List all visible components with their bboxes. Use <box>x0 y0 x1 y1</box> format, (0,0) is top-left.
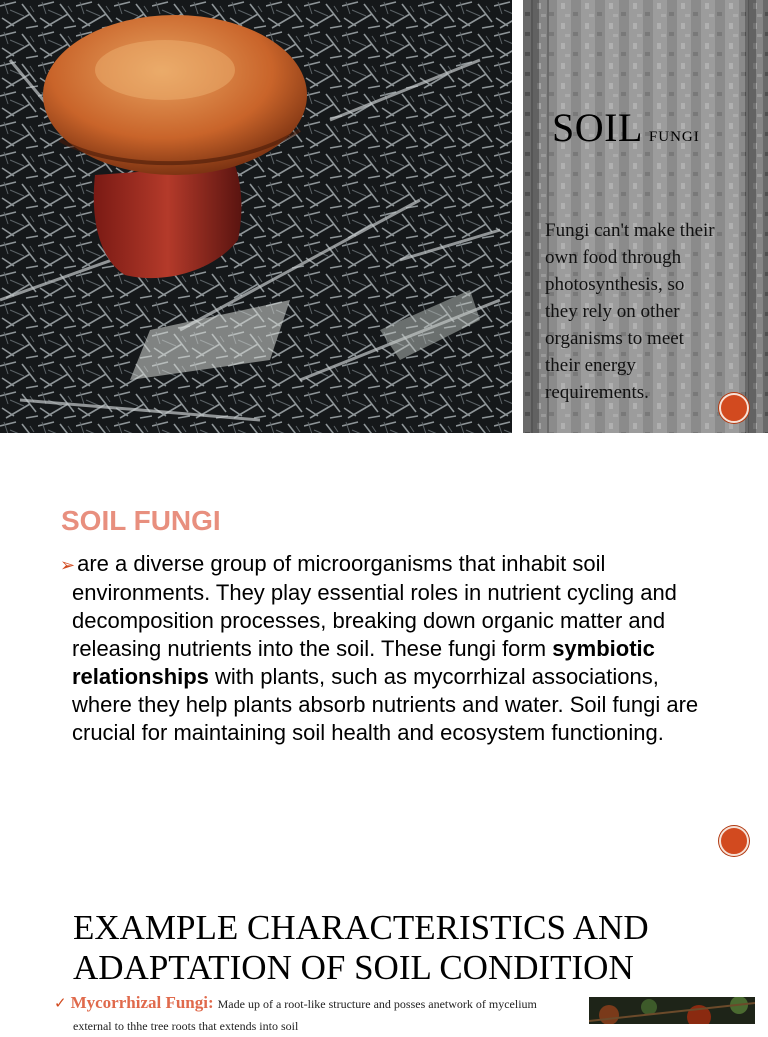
slide-2-body <box>60 550 720 747</box>
slide-1-body: Fungi can't make their own food through photosynthesis, so they rely on other organisms to meet their energy requirements. <box>545 220 715 403</box>
list-item <box>54 992 584 1037</box>
forest-photo <box>589 997 755 1024</box>
orange-circle-icon <box>719 393 749 423</box>
mushroom-photo <box>0 0 512 433</box>
slide-3-title: EXAMPLE CHARACTERISTICS AND ADAPTATION OF SOIL CONDITION <box>73 908 649 987</box>
body-text-bold: symbiotic relationships <box>72 636 655 689</box>
item-label: Mycorrhizal Fungi: <box>70 993 214 1012</box>
slide-1 <box>0 0 768 433</box>
title-soil: SOIL <box>552 105 643 150</box>
arrow-bullet-icon: ➢ <box>60 555 76 575</box>
body-text-2: with plants, such as mycorrhizal associations, where they help plants absorb nutrients and water. Soil fungi are crucial for maintaining soil health and ecosystem functioning. <box>72 664 699 745</box>
body-text-1: are a diverse group of microorganisms that inhabit soil environments. They play essential roles in nutrient cycling and decomposition processes, breaking down organic matter and releasing nutrients into the soil. These fungi form <box>72 551 677 661</box>
title-fungi: FUNGI <box>648 129 700 145</box>
slide-1-title <box>552 104 700 151</box>
bullet-paragraph <box>60 550 720 747</box>
slide-divider <box>512 0 523 433</box>
item-text-continued: external to thhe tree roots that extends into soil <box>73 1019 299 1033</box>
item-text: Made up of a root-like structure and posses anetwork of mycelium <box>217 997 537 1011</box>
slide-2-title: SOIL FUNGI <box>61 505 221 536</box>
orange-circle-icon <box>719 826 749 856</box>
check-icon: ✓ <box>54 996 67 1012</box>
